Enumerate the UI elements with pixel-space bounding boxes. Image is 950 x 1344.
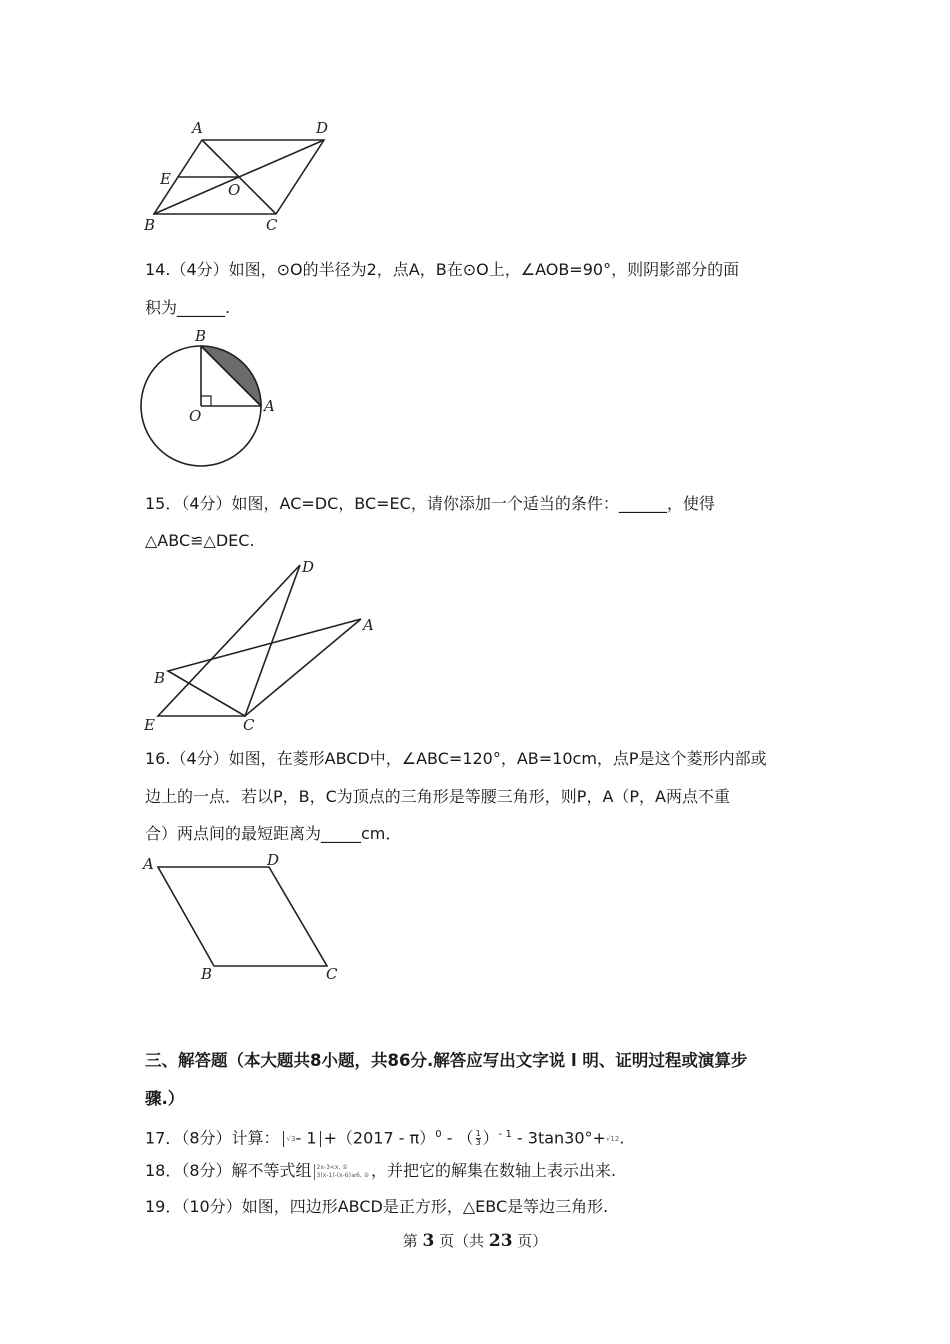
q17-sqrt12: √12 bbox=[605, 1134, 620, 1143]
footer-post: 页） bbox=[512, 1232, 548, 1250]
footer-total-pages: 23 bbox=[488, 1231, 513, 1251]
q17-end: . bbox=[619, 1128, 625, 1148]
q14-label-b: B bbox=[195, 327, 207, 345]
q19-line: 19．（10分）如图，四边形ABCD是正方形，△EBC是等边三角形. bbox=[145, 1197, 609, 1216]
q14-label-o: O bbox=[189, 407, 202, 425]
q16-rhombus bbox=[158, 867, 327, 966]
q13-label-c: C bbox=[266, 216, 278, 234]
q14-label-a: A bbox=[264, 397, 275, 415]
q16-line2: 边上的一点．若以P，B，C为顶点的三角形是等腰三角形，则P，A（P，A两点不重 bbox=[145, 787, 730, 806]
q17-sqrt3: √3 bbox=[286, 1134, 296, 1143]
q14-line1: 14.（4分）如图，⊙O的半径为2，点A，B在⊙O上，∠AOB=90°，则阴影部分的面 bbox=[145, 260, 740, 279]
q13-label-b: B bbox=[144, 216, 156, 234]
q15-line2: △ABC≌△DEC. bbox=[145, 531, 255, 550]
q17-exp0: 0 bbox=[435, 1129, 442, 1140]
q16-label-a: A bbox=[143, 855, 154, 873]
q16-line3: 合）两点间的最短距离为_____cm． bbox=[145, 824, 402, 843]
footer-mid: 页（共 bbox=[434, 1232, 489, 1250]
q17-part1: - 1 bbox=[295, 1128, 317, 1148]
q16-label-c: C bbox=[326, 965, 338, 983]
q17-fraction bbox=[476, 1130, 481, 1147]
q17-part3: - （ bbox=[441, 1128, 474, 1148]
q17-part2: +（2017 - π） bbox=[323, 1128, 436, 1148]
q18-prefix: 18．（8分）解不等式组 bbox=[145, 1161, 312, 1180]
q16-rhombus-figure bbox=[138, 850, 358, 985]
q17-abs-bar-left bbox=[283, 1131, 284, 1147]
footer-page-number: 3 bbox=[422, 1231, 435, 1251]
q15-line1: 15．（4分）如图，AC=DC，BC=EC，请你添加一个适当的条件：______，使得 bbox=[145, 494, 715, 513]
q16-label-d: D bbox=[267, 851, 280, 869]
q17-part5: - 3tan30°+ bbox=[511, 1128, 606, 1148]
q17-abs-bar-right bbox=[320, 1131, 321, 1147]
q15-triangles-figure bbox=[138, 555, 388, 735]
q14-line2: 积为______. bbox=[145, 298, 231, 317]
q15-label-c: C bbox=[243, 716, 255, 734]
q15-label-e: E bbox=[144, 716, 155, 734]
q14-circle-figure bbox=[135, 325, 285, 470]
q14-right-angle-mark bbox=[201, 396, 211, 406]
q16-label-b: B bbox=[201, 965, 213, 983]
q17-frac-num: 1 bbox=[475, 1129, 481, 1139]
q13-parallelogram-figure bbox=[140, 118, 340, 236]
page-footer bbox=[0, 1230, 950, 1251]
q18-suffix: ，并把它的解集在数轴上表示出来. bbox=[371, 1161, 617, 1180]
section3-heading-line1: 三、解答题（本大题共8小题，共86分.解答应写出文字说 l 明、证明过程或演算步 bbox=[145, 1051, 748, 1070]
q15-label-b: B bbox=[154, 669, 166, 687]
q18-inequality-1: 2x-3<x, ① bbox=[316, 1163, 348, 1171]
q18-line bbox=[145, 1160, 616, 1182]
q15-label-d: D bbox=[302, 558, 315, 576]
q18-inequality-2: 3(x-1)-(x-6)≥6, ② bbox=[316, 1171, 369, 1179]
footer-pre: 第 bbox=[402, 1232, 423, 1250]
q13-label-o: O bbox=[228, 181, 241, 199]
q17-frac-den: 3 bbox=[475, 1138, 481, 1148]
q13-label-d: D bbox=[316, 119, 329, 137]
q18-inequality-system bbox=[314, 1164, 369, 1180]
q17-prefix: 17．（8分）计算： bbox=[145, 1128, 280, 1148]
q13-label-e: E bbox=[160, 170, 171, 188]
q17-exp-neg1: - 1 bbox=[498, 1129, 512, 1140]
q15-triangle-abc bbox=[168, 619, 361, 716]
q17-part4: ） bbox=[482, 1128, 499, 1148]
q15-label-a: A bbox=[363, 616, 374, 634]
q16-line1: 16.（4分）如图，在菱形ABCD中，∠ABC=120°，AB=10cm，点P是这个菱形内部或 bbox=[145, 749, 767, 768]
section3-heading-line2: 骤.） bbox=[145, 1089, 185, 1108]
q13-label-a: A bbox=[192, 119, 203, 137]
q17-line bbox=[145, 1124, 624, 1150]
